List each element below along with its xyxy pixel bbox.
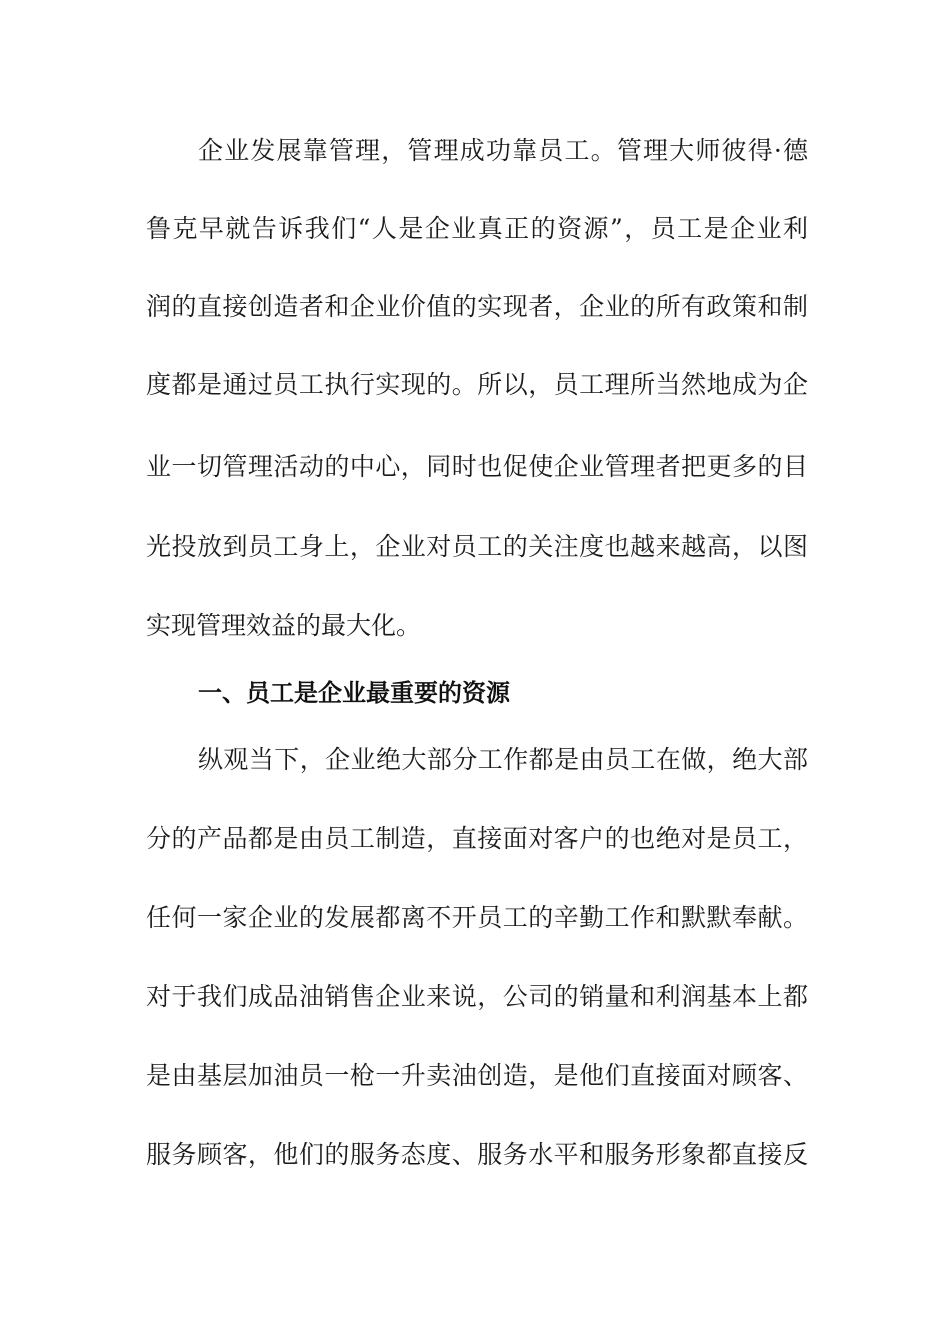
paragraph-2-line-2: 分的产品都是由员工制造，直接面对客户的也绝对是员工， bbox=[146, 824, 808, 853]
paragraph-2-line-1: 纵观当下，企业绝大部分工作都是由员工在做，绝大部 bbox=[198, 745, 808, 774]
paragraph-1-line-4: 度都是通过员工执行实现的。所以，员工理所当然地成为企 bbox=[146, 370, 808, 399]
paragraph-1-line-6: 光投放到员工身上，企业对员工的关注度也越来越高，以图 bbox=[146, 532, 808, 561]
paragraph-1-line-5: 业一切管理活动的中心，同时也促使企业管理者把更多的目 bbox=[146, 452, 808, 481]
section-heading: 一、员工是企业最重要的资源 bbox=[198, 679, 510, 707]
paragraph-2-line-3: 任何一家企业的发展都离不开员工的辛勤工作和默默奉献。 bbox=[146, 903, 808, 932]
paragraph-1-line-7: 实现管理效益的最大化。 bbox=[146, 611, 422, 640]
paragraph-2-line-4: 对于我们成品油销售企业来说，公司的销量和利润基本上都 bbox=[146, 982, 808, 1011]
paragraph-1-line-2: 鲁克早就告诉我们“人是企业真正的资源”，员工是企业利 bbox=[146, 214, 808, 243]
paragraph-1-line-3: 润的直接创造者和企业价值的实现者，企业的所有政策和制 bbox=[146, 292, 808, 321]
paragraph-1-line-1: 企业发展靠管理，管理成功靠员工。管理大师彼得·德 bbox=[198, 136, 808, 165]
paragraph-2-line-5: 是由基层加油员一枪一升卖油创造，是他们直接面对顾客、 bbox=[146, 1061, 808, 1090]
paragraph-2-line-6: 服务顾客，他们的服务态度、服务水平和服务形象都直接反 bbox=[146, 1140, 808, 1169]
